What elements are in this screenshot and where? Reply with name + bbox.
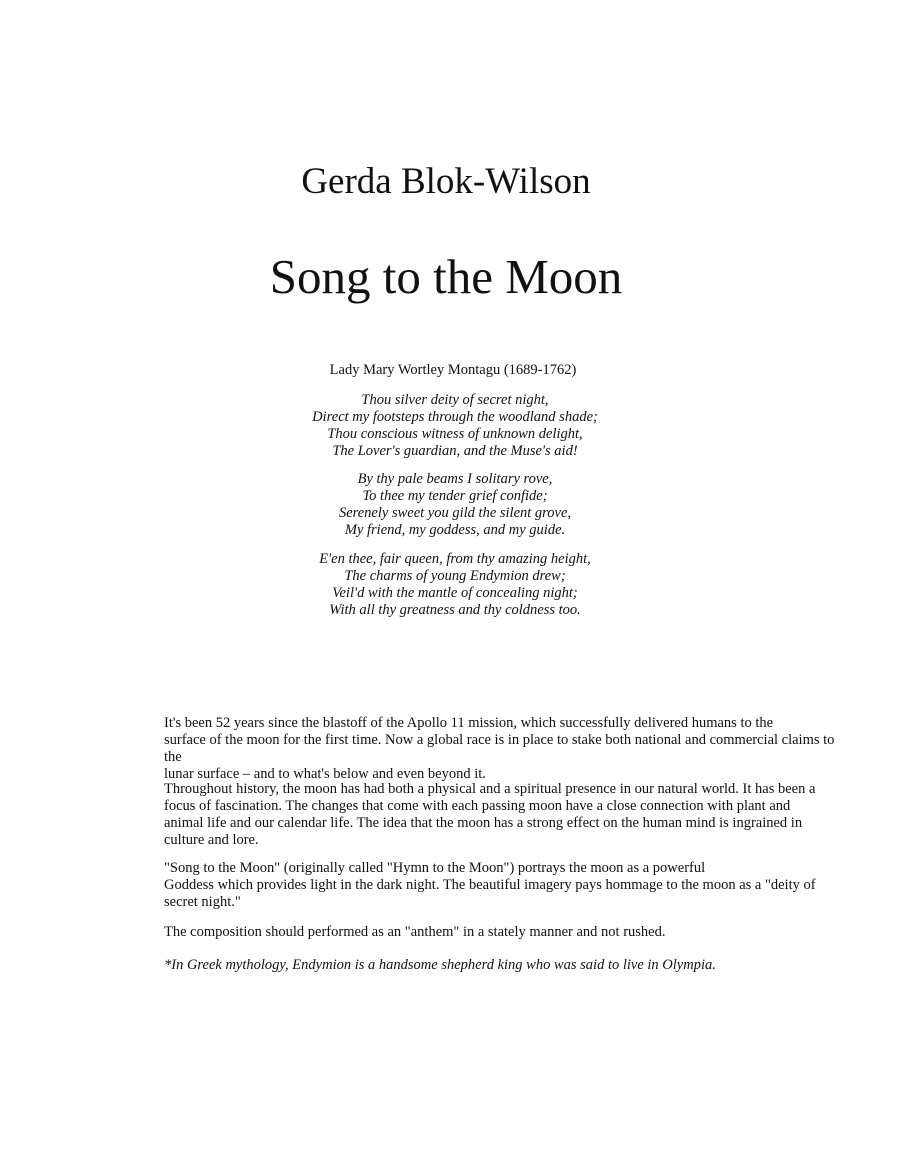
poem-line: The charms of young Endymion drew; xyxy=(344,568,566,584)
text-line: Goddess which provides light in the dark night. The beautiful imagery pays hommage to the moon as a "deity of xyxy=(164,876,816,893)
footnote-text xyxy=(164,957,836,974)
poem-line: By thy pale beams I solitary rove, xyxy=(357,471,553,487)
poem-line: Direct my footsteps through the woodland shade; xyxy=(312,409,598,425)
notes-paragraph-3 xyxy=(164,860,836,911)
poem-line: My friend, my goddess, and my guide. xyxy=(344,522,566,538)
text-line: It's been 52 years since the blastoff of the Apollo 11 mission, which successfully delivered humans to the xyxy=(164,715,774,731)
poem-line: To thee my tender grief confide; xyxy=(362,488,548,504)
footnote xyxy=(164,957,836,974)
text-line: focus of fascination. The changes that come with each passing moon have a close connection with plant and xyxy=(164,797,791,814)
page-title: Song to the Moon xyxy=(269,249,623,304)
poem-stanza-1 xyxy=(0,392,900,460)
text-line: "Song to the Moon" (originally called "Hymn to the Moon") portrays the moon as a powerful xyxy=(164,860,706,876)
notes-paragraph-4 xyxy=(164,924,836,941)
poem-stanza-3 xyxy=(0,551,900,619)
poem-line: Thou silver deity of secret night, xyxy=(361,392,549,408)
notes-paragraph-2 xyxy=(164,781,836,849)
poem-line: Serenely sweet you gild the silent grove, xyxy=(338,505,572,521)
text-line: secret night." xyxy=(164,893,241,910)
poem-attribution: Lady Mary Wortley Montagu (1689-1762) xyxy=(329,362,577,378)
text-line: culture and lore. xyxy=(164,831,259,848)
poem-line: E'en thee, fair queen, from thy amazing height, xyxy=(319,551,591,567)
text-line: Throughout history, the moon has had both a physical and a spiritual presence in our natural world. It has been a xyxy=(164,781,816,797)
composer-name: Gerda Blok-Wilson xyxy=(301,161,591,202)
poem-line: With all thy greatness and thy coldness too. xyxy=(329,602,581,618)
text-line: animal life and our calendar life. The idea that the moon has a strong effect on the human mind is ingrained in xyxy=(164,814,803,831)
poem-stanza-2 xyxy=(0,471,900,539)
text-line: The composition should performed as an "anthem" in a stately manner and not rushed. xyxy=(164,924,666,940)
poem-line: Thou conscious witness of unknown delight, xyxy=(327,426,583,442)
poem-line: The Lover's guardian, and the Muse's aid! xyxy=(332,443,578,459)
poem-line: Veil'd with the mantle of concealing night; xyxy=(332,585,578,601)
text-line: surface of the moon for the first time. Now a global race is in place to stake both national and commercial claims to the xyxy=(164,731,835,765)
footnote-line: *In Greek mythology, Endymion is a handsome shepherd king who was said to live in Olympia. xyxy=(164,957,716,973)
text-line: lunar surface – and to what's below and even beyond it. xyxy=(164,765,486,782)
notes-paragraph-1 xyxy=(164,715,836,783)
